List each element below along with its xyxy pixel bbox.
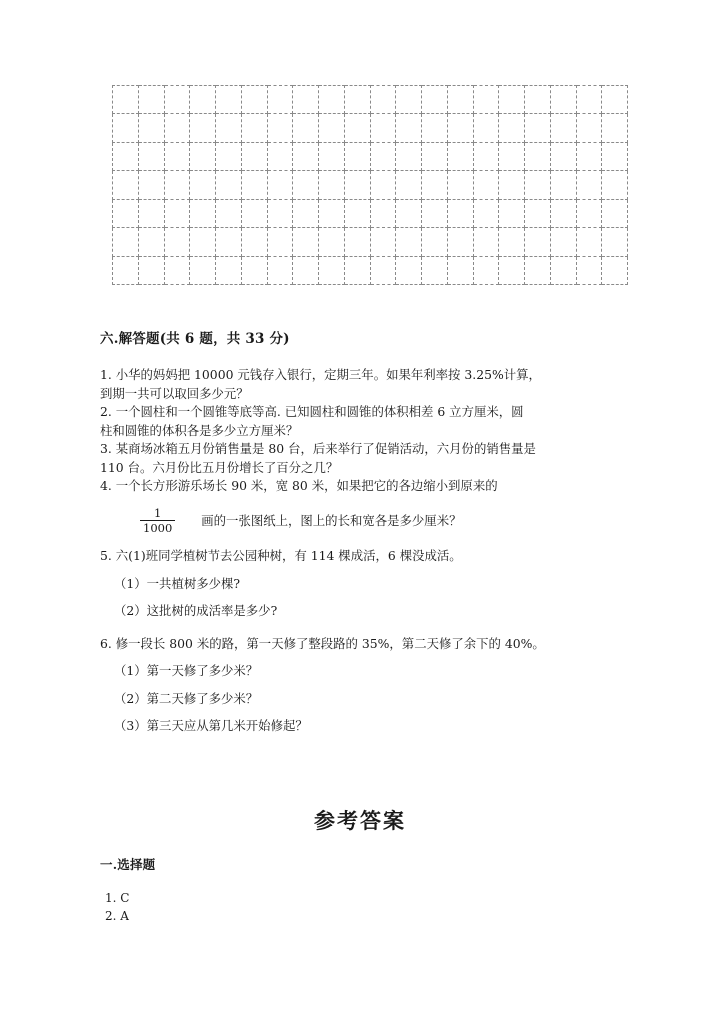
fraction-denominator: 1000: [143, 520, 173, 535]
spacer: [100, 538, 625, 547]
grid-cell: [473, 256, 499, 284]
grid-cell: [164, 228, 190, 256]
grid-cell: [241, 142, 267, 170]
grid-cell: [370, 142, 396, 170]
grid-cell: [113, 228, 139, 256]
grid-cell: [499, 114, 525, 142]
grid-row: [113, 142, 628, 170]
grid-cell: [190, 142, 216, 170]
grid-cell: [447, 86, 473, 114]
question-5: [100, 547, 625, 621]
question-3-line-1: 3. 某商场冰箱五月份销售量是 80 台，后来举行了促销活动，六月份的销售量是: [100, 441, 536, 456]
grid-cell: [113, 142, 139, 170]
grid-cell: [422, 256, 448, 284]
grid-cell: [550, 171, 576, 199]
grid-cell: [190, 199, 216, 227]
grid-cell: [525, 228, 551, 256]
grid-cell: [138, 228, 164, 256]
grid-cell: [525, 86, 551, 114]
question-6-line-1: 6. 修一段长 800 米的路，第一天修了整段路的 35%，第二天修了余下的 40%。: [100, 635, 545, 651]
grid-cell: [138, 256, 164, 284]
question-2-line-1: 2. 一个圆柱和一个圆锥等底等高. 已知圆柱和圆锥的体积相差 6 立方厘米，圆: [100, 404, 524, 419]
grid-cell: [344, 114, 370, 142]
grid-cell: [576, 199, 602, 227]
grid-cell: [164, 114, 190, 142]
grid-cell: [293, 171, 319, 199]
grid-row: [113, 114, 628, 142]
section-six-heading: 六.解答题(共 6 题，共 33 分): [100, 331, 290, 347]
grid-cell: [319, 114, 345, 142]
grid-cell: [602, 228, 628, 256]
grid-cell: [422, 142, 448, 170]
grid-cell: [422, 199, 448, 227]
grid-cell: [550, 199, 576, 227]
grid-cell: [216, 142, 242, 170]
grid-cell: [216, 171, 242, 199]
grid-cell: [499, 228, 525, 256]
grid-cell: [138, 114, 164, 142]
grid-cell: [370, 228, 396, 256]
grid-cell: [447, 142, 473, 170]
grid-cell: [216, 199, 242, 227]
grid-cell: [241, 199, 267, 227]
grid-cell: [241, 256, 267, 284]
grid-cell: [576, 171, 602, 199]
grid-cell: [344, 256, 370, 284]
grid-cell: [293, 256, 319, 284]
grid-cell: [422, 171, 448, 199]
grid-cell: [241, 114, 267, 142]
question-2-line-2: 柱和圆锥的体积各是多少立方厘米？: [100, 422, 299, 438]
grid-row: [113, 256, 628, 284]
grid-cell: [344, 228, 370, 256]
grid-cell: [473, 199, 499, 227]
grid-cell: [216, 256, 242, 284]
grid-cell: [473, 86, 499, 114]
grid-cell: [602, 114, 628, 142]
grid-cell: [422, 228, 448, 256]
grid-cell: [216, 228, 242, 256]
grid-cell: [396, 228, 422, 256]
grid-cell: [473, 114, 499, 142]
answer-key-title: 参考答案: [314, 808, 406, 833]
grid-cell: [550, 86, 576, 114]
grid-cell: [216, 86, 242, 114]
answer-work-grid: [112, 85, 628, 285]
question-6-sub-1: （1）第一天修了多少米？: [114, 663, 259, 679]
answer-key-section-one-heading: 一.选择题: [100, 857, 156, 872]
grid-cell: [113, 114, 139, 142]
grid-cell: [370, 171, 396, 199]
grid-cell: [396, 256, 422, 284]
grid-cell: [293, 114, 319, 142]
answer-item-1: 1. C: [105, 891, 130, 905]
grid-row: [113, 199, 628, 227]
grid-cell: [344, 142, 370, 170]
question-1: [100, 366, 625, 403]
grid-cell: [113, 171, 139, 199]
grid-cell: [267, 86, 293, 114]
grid-cell: [499, 142, 525, 170]
grid-cell: [499, 199, 525, 227]
grid-cell: [396, 142, 422, 170]
grid-cell: [473, 171, 499, 199]
question-6: [100, 635, 625, 736]
grid-cell: [190, 228, 216, 256]
question-3-line-2: 110 台。六月份比五月份增长了百分之几？: [100, 459, 339, 475]
grid-cell: [344, 199, 370, 227]
grid-cell: [550, 142, 576, 170]
fraction-numerator: 1: [153, 505, 162, 520]
grid-cell: [602, 256, 628, 284]
grid-cell: [447, 256, 473, 284]
grid-cell: [396, 171, 422, 199]
grid-cell: [293, 199, 319, 227]
grid-cell: [267, 199, 293, 227]
grid-cell: [550, 228, 576, 256]
grid-cell: [190, 256, 216, 284]
grid-cell: [525, 114, 551, 142]
grid-cell: [499, 256, 525, 284]
question-1-line-2: 到期一共可以取回多少元？: [100, 385, 249, 401]
question-4-fraction-row: [100, 496, 625, 539]
question-6-sub-2: （2）第二天修了多少米？: [114, 690, 259, 706]
answer-key-list: [105, 889, 129, 925]
grid-cell: [550, 256, 576, 284]
grid-cell: [550, 114, 576, 142]
grid-cell: [113, 86, 139, 114]
questions-container: [100, 366, 625, 736]
grid-cell: [370, 86, 396, 114]
grid-cell: [164, 86, 190, 114]
grid-cell: [319, 199, 345, 227]
grid-cell: [164, 142, 190, 170]
grid-cell: [267, 171, 293, 199]
question-5-line-1: 5. 六(1)班同学植树节去公园种树，有 114 棵成活，6 棵没成活。: [100, 548, 462, 564]
fraction-one-over-one-thousand: [140, 507, 175, 535]
question-3: [100, 440, 625, 477]
question-4-line-2: 画的一张图纸上，图上的长和宽各是多少厘米？: [201, 513, 462, 529]
question-6-sub-3: （3）第三天应从第几米开始修起？: [114, 718, 308, 734]
grid-cell: [216, 114, 242, 142]
grid-cell: [602, 142, 628, 170]
grid-cell: [576, 228, 602, 256]
grid-cell: [113, 199, 139, 227]
grid-cell: [113, 256, 139, 284]
grid-cell: [138, 199, 164, 227]
grid-cell: [525, 142, 551, 170]
grid-cell: [241, 171, 267, 199]
grid-cell: [525, 256, 551, 284]
grid-cell: [319, 142, 345, 170]
grid-cell: [576, 256, 602, 284]
question-5-sub-1: （1）一共植树多少棵?: [114, 575, 241, 591]
grid-cell: [422, 114, 448, 142]
grid-cell: [396, 199, 422, 227]
grid-cell: [602, 86, 628, 114]
grid-cell: [422, 86, 448, 114]
grid-cell: [190, 86, 216, 114]
question-4-line-1: 4. 一个长方形游乐场长 90 米，宽 80 米，如果把它的各边缩小到原来的: [100, 478, 498, 493]
grid-row: [113, 228, 628, 256]
answer-item-2: 2. A: [105, 909, 129, 923]
grid-cell: [138, 142, 164, 170]
grid-body: [113, 86, 628, 285]
grid-cell: [293, 228, 319, 256]
grid-cell: [447, 171, 473, 199]
grid-cell: [319, 256, 345, 284]
grid-cell: [344, 86, 370, 114]
grid-cell: [447, 199, 473, 227]
grid-cell: [370, 256, 396, 284]
grid-cell: [473, 142, 499, 170]
grid-cell: [370, 114, 396, 142]
grid-cell: [164, 256, 190, 284]
grid-cell: [499, 171, 525, 199]
grid-cell: [396, 86, 422, 114]
question-1-line-1: 1. 小华的妈妈把 10000 元钱存入银行，定期三年。如果年利率按 3.25%计算，: [100, 367, 541, 382]
grid-cell: [267, 228, 293, 256]
grid-cell: [447, 114, 473, 142]
grid-cell: [164, 171, 190, 199]
question-5-sub-2: （2）这批树的成活率是多少?: [114, 603, 278, 619]
grid-cell: [319, 86, 345, 114]
grid-cell: [319, 171, 345, 199]
grid-cell: [396, 114, 422, 142]
grid-cell: [164, 199, 190, 227]
grid-cell: [602, 199, 628, 227]
grid-cell: [576, 86, 602, 114]
grid-cell: [525, 199, 551, 227]
grid-cell: [267, 256, 293, 284]
question-2: [100, 403, 625, 440]
grid-cell: [602, 171, 628, 199]
grid-row: [113, 86, 628, 114]
grid-cell: [293, 86, 319, 114]
grid-cell: [241, 228, 267, 256]
grid-cell: [190, 171, 216, 199]
grid-cell: [370, 199, 396, 227]
grid-table: [112, 85, 628, 285]
grid-cell: [576, 114, 602, 142]
grid-cell: [241, 86, 267, 114]
question-4: [100, 477, 625, 538]
grid-cell: [499, 86, 525, 114]
grid-cell: [525, 171, 551, 199]
grid-cell: [576, 142, 602, 170]
grid-cell: [473, 228, 499, 256]
grid-cell: [138, 171, 164, 199]
grid-cell: [267, 142, 293, 170]
spacer: [100, 621, 625, 635]
grid-cell: [447, 228, 473, 256]
grid-cell: [319, 228, 345, 256]
grid-cell: [293, 142, 319, 170]
grid-cell: [344, 171, 370, 199]
grid-cell: [138, 86, 164, 114]
grid-cell: [190, 114, 216, 142]
grid-cell: [267, 114, 293, 142]
grid-row: [113, 171, 628, 199]
